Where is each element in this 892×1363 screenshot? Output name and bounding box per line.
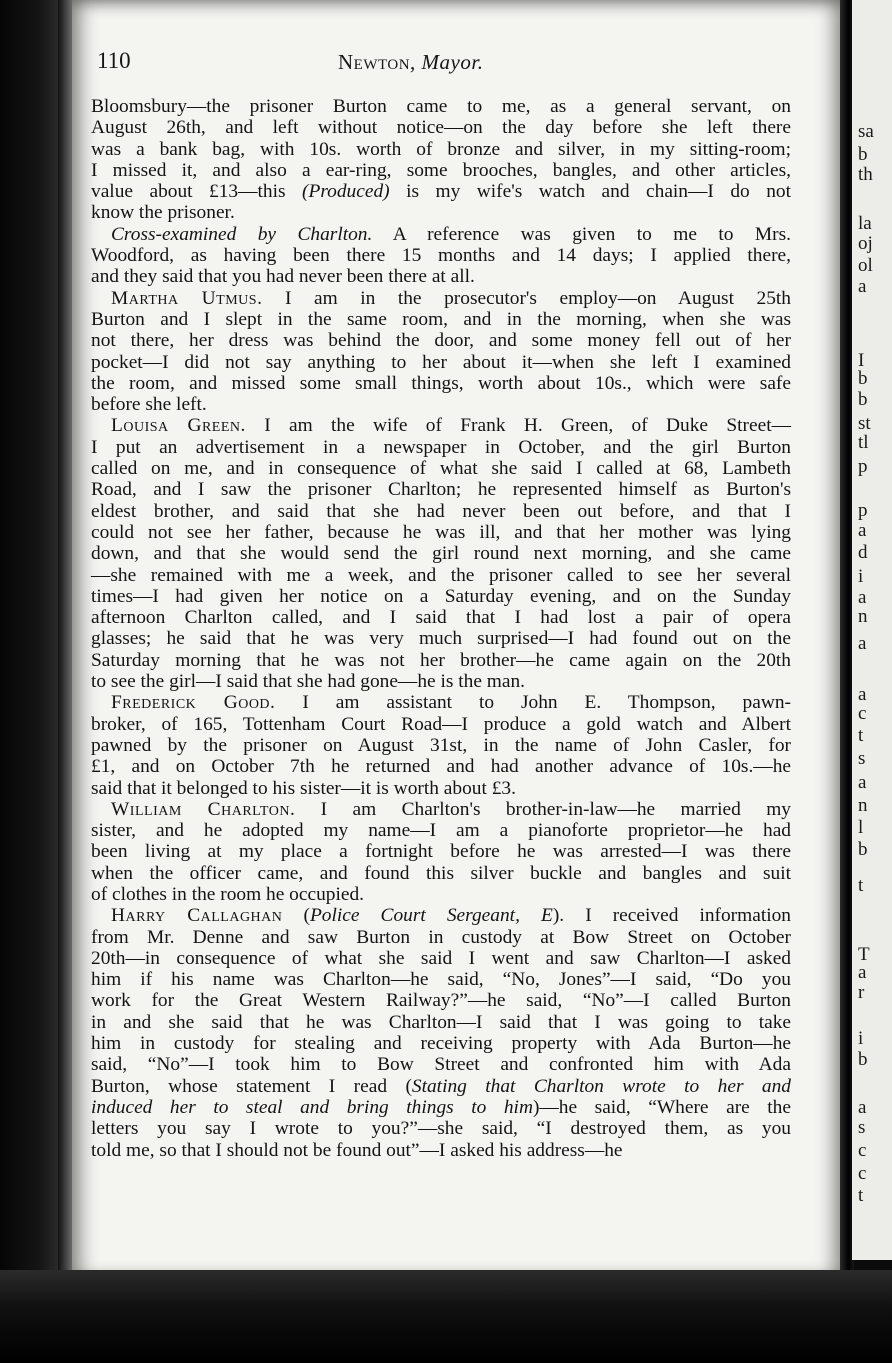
running-head-name: Newton, xyxy=(338,50,416,74)
facing-page-fragment: a xyxy=(858,276,867,297)
text-run: I am assistant to John E. Thompson, pawn- xyxy=(275,692,791,714)
facing-page-fragment: tl xyxy=(858,432,869,453)
facing-page-fragment: s xyxy=(858,1117,866,1138)
paragraph xyxy=(91,415,791,692)
facing-page-fragment: t xyxy=(858,875,864,896)
text-line xyxy=(91,1012,791,1033)
italic-run: Police Court Sergeant, E xyxy=(309,905,553,927)
text-run: down, and that she would send the girl round next morning, and she came xyxy=(91,543,791,565)
text-run: not there, her dress was behind the door, and some money fell out of her xyxy=(91,330,791,352)
text-run: Woodford, as having been there 15 months and 14 days; I applied there, xyxy=(91,245,791,267)
text-line xyxy=(91,437,791,458)
text-line xyxy=(91,650,791,671)
text-run: 20th—in consequence of what she said I went and saw Charlton—I asked xyxy=(91,947,791,969)
text-run: afternoon Charlton called, and I said that I had lost a pair of opera xyxy=(91,607,791,629)
text-run: in and she said that he was Charlton—I said that I was going to take xyxy=(91,1011,791,1033)
text-line xyxy=(91,884,791,905)
paragraph xyxy=(91,799,791,905)
text-run: Burton and I slept in the same room, and in the morning, when she was xyxy=(91,308,791,330)
text-line xyxy=(91,266,791,287)
running-head-title: Mayor. xyxy=(421,50,484,74)
text-run: sister, and he adopted my name—I am a pianoforte proprietor—he had xyxy=(91,820,791,842)
facing-page-fragment: b xyxy=(858,839,868,860)
italic-run: (Produced) xyxy=(302,181,390,203)
italic-run: Cross-examined by Charlton. xyxy=(111,223,373,245)
text-line xyxy=(91,820,791,841)
text-run: and they said that you had never been there at all. xyxy=(91,266,475,288)
text-line xyxy=(91,458,791,479)
scan-bottom-shadow xyxy=(0,1270,892,1363)
facing-page-fragment: c xyxy=(858,703,867,724)
facing-page-fragment: n xyxy=(858,795,868,816)
text-run: the room, and missed some small things, worth about 10s., which were safe xyxy=(91,372,791,394)
text-run: Saturday morning that he was not her brother—he came again on the 20th xyxy=(91,649,791,671)
facing-page-fragment: a xyxy=(858,684,867,705)
text-run: said that it belonged to his sister—it is worth about £3. xyxy=(91,777,516,799)
text-line xyxy=(91,352,791,373)
text-run: I am the wife of Frank H. Green, of Duke Street— xyxy=(245,415,791,437)
text-line xyxy=(91,927,791,948)
text-run: when the officer came, and found this silver buckle and bangles and suit xyxy=(91,862,791,884)
facing-page-fragment: i xyxy=(858,1028,864,1049)
text-run: know the prisoner. xyxy=(91,202,235,224)
text-line xyxy=(91,139,791,160)
facing-page-fragment: b xyxy=(858,389,868,410)
text-run: I am Charlton's brother-in-law—he married my xyxy=(295,798,791,820)
text-line xyxy=(91,543,791,564)
text-run: I missed it, and also a ear-ring, some brooches, bangles, and other articles, xyxy=(91,159,791,181)
text-run: )—he said, “Where are the xyxy=(532,1096,791,1118)
italic-run: Stating that Charlton wrote to her and xyxy=(411,1075,791,1097)
text-run: said, “No”—I took him to Bow Street and confronted him with Ada xyxy=(91,1054,791,1076)
text-run: £1, and on October 7th he returned and had another advance of 10s.—he xyxy=(91,756,791,778)
text-line xyxy=(91,1118,791,1139)
facing-page-fragment: c xyxy=(858,1140,867,1161)
facing-page-fragment: d xyxy=(858,542,868,563)
text-line xyxy=(91,1097,791,1118)
text-line xyxy=(91,1140,791,1161)
text-line xyxy=(91,501,791,522)
facing-page-fragment: a xyxy=(858,520,867,541)
text-line xyxy=(91,309,791,330)
text-run: Bloomsbury—the prisoner Burton came to me, as a general servant, on xyxy=(91,96,791,117)
text-line xyxy=(91,373,791,394)
facing-page-fragment: a xyxy=(858,587,867,608)
facing-page-fragment: th xyxy=(858,164,873,185)
text-run: A reference was given to me to Mrs. xyxy=(372,223,791,245)
facing-page-fragment: r xyxy=(858,982,865,1003)
facing-page-fragment: a xyxy=(858,772,867,793)
facing-page-fragment: la xyxy=(858,213,872,234)
page-body-text xyxy=(91,96,791,1161)
facing-page-fragment: a xyxy=(858,1097,867,1118)
paragraph xyxy=(91,692,791,798)
text-line xyxy=(91,841,791,862)
facing-page-fragment: I xyxy=(858,350,865,371)
text-run: glasses; he said that he was very much surprised—I had found out on the xyxy=(91,628,791,650)
facing-page-fragment: b xyxy=(858,1049,868,1070)
text-run: to see the girl—I said that she had gone—he is the man. xyxy=(91,671,526,693)
text-line xyxy=(91,607,791,628)
text-line xyxy=(91,671,791,692)
text-line xyxy=(91,394,791,415)
text-run: of clothes in the room he occupied. xyxy=(91,883,365,905)
text-run: could not see her father, because he was ill, and that her mother was lying xyxy=(91,521,791,543)
facing-page-fragment: a xyxy=(858,962,867,983)
text-run: letters you say I wrote to you?”—she said, “I destroyed them, as you xyxy=(91,1118,791,1140)
text-line xyxy=(91,948,791,969)
text-run: told me, so that I should not be found out”—I asked his address—he xyxy=(91,1139,623,1161)
facing-page-fragment: sa xyxy=(858,121,874,142)
text-line xyxy=(91,799,791,820)
paragraph xyxy=(91,224,791,288)
text-line xyxy=(91,96,791,117)
facing-page-fragment: n xyxy=(858,606,868,627)
facing-page-fragment: p xyxy=(858,456,868,477)
text-line xyxy=(91,969,791,990)
text-run: I am in the prosecutor's employ—on August 25th xyxy=(262,287,791,309)
text-line xyxy=(91,522,791,543)
text-line xyxy=(91,990,791,1011)
facing-page-fragment: ol xyxy=(858,255,873,276)
facing-page-fragment: p xyxy=(858,500,868,521)
witness-name: Martha Utmus. xyxy=(111,287,263,309)
text-run: times—I had given her notice on a Saturday evening, and on the Sunday xyxy=(91,585,791,607)
paragraph xyxy=(91,905,791,1161)
text-line xyxy=(91,117,791,138)
text-line xyxy=(91,245,791,266)
text-line xyxy=(91,714,791,735)
text-line xyxy=(91,330,791,351)
text-line xyxy=(91,160,791,181)
text-line xyxy=(91,202,791,223)
text-line xyxy=(91,905,791,926)
text-line xyxy=(91,224,791,245)
text-line xyxy=(91,735,791,756)
text-run: him if his name was Charlton—he said, “No, Jones”—I said, “Do you xyxy=(91,969,791,991)
text-run: I put an advertisement in a newspaper in October, and the girl Burton xyxy=(91,436,791,458)
facing-page-fragment: st xyxy=(858,413,871,434)
text-line xyxy=(91,565,791,586)
text-line xyxy=(91,1054,791,1075)
text-line xyxy=(91,415,791,436)
text-line xyxy=(91,479,791,500)
facing-page-fragment: oj xyxy=(858,233,873,254)
text-run: eldest brother, and said that she had never been out before, and that I xyxy=(91,500,791,522)
text-run: from Mr. Denne and saw Burton in custody at Bow Street on October xyxy=(91,926,791,948)
italic-run: induced her to steal and bring things to him xyxy=(91,1096,533,1118)
facing-page-edge xyxy=(852,0,892,1260)
text-run: been living at my place a fortnight before he was arrested—I was there xyxy=(91,841,791,863)
facing-page-fragment: l xyxy=(858,817,864,838)
page-number: 110 xyxy=(97,48,131,73)
text-run: Burton, whose statement I read ( xyxy=(91,1075,412,1097)
text-run: August 26th, and left without notice—on the day before she left there xyxy=(91,117,791,139)
paragraph xyxy=(91,96,791,224)
facing-page-fragment: t xyxy=(858,1185,864,1206)
paragraph xyxy=(91,288,791,416)
text-run: him in custody for stealing and receiving property with Ada Burton—he xyxy=(91,1033,791,1055)
facing-page-fragment: b xyxy=(858,144,868,165)
witness-name: Frederick Good. xyxy=(111,692,276,714)
text-run: pocket—I did not say anything to her about it—when she left I examined xyxy=(91,351,791,373)
text-run: —she remained with me a week, and the prisoner called to see her several xyxy=(91,564,791,586)
text-line xyxy=(91,778,791,799)
facing-page-fragment: a xyxy=(858,633,867,654)
facing-page-fragment: c xyxy=(858,1163,867,1184)
text-line xyxy=(91,756,791,777)
text-line xyxy=(91,628,791,649)
text-line xyxy=(91,1033,791,1054)
text-run: pawned by the prisoner on August 31st, in the name of John Casler, for xyxy=(91,734,791,756)
facing-page-fragment: s xyxy=(858,748,866,769)
text-run: called on me, and in consequence of what she said I called at 68, Lambeth xyxy=(91,458,791,480)
facing-page-fragment: b xyxy=(858,368,868,389)
text-line xyxy=(91,692,791,713)
text-run: is my wife's watch and chain—I do not xyxy=(389,181,791,203)
text-run: ( xyxy=(282,905,310,927)
text-line xyxy=(91,1076,791,1097)
witness-name: William Charlton. xyxy=(111,798,296,820)
text-line xyxy=(91,863,791,884)
facing-page-fragment: t xyxy=(858,725,864,746)
text-run: broker, of 165, Tottenham Court Road—I produce a gold watch and Albert xyxy=(91,713,791,735)
text-run: Road, and I saw the prisoner Charlton; he represented himself as Burton's xyxy=(91,479,791,501)
text-run: ). I received information xyxy=(552,905,791,927)
facing-page-fragment: T xyxy=(858,944,870,965)
witness-name: Harry Callaghan xyxy=(111,905,283,927)
text-line xyxy=(91,181,791,202)
facing-page-fragment: i xyxy=(858,566,864,587)
text-line xyxy=(91,288,791,309)
text-run: was a bank bag, with 10s. worth of bronze and silver, in my sitting-room; xyxy=(91,138,791,160)
text-run: before she left. xyxy=(91,394,207,416)
text-run: work for the Great Western Railway?”—he said, “No”—I called Burton xyxy=(91,990,791,1012)
text-run: value about £13—this xyxy=(91,181,303,203)
witness-name: Louisa Green. xyxy=(111,415,246,437)
running-head xyxy=(338,50,483,75)
text-line xyxy=(91,586,791,607)
